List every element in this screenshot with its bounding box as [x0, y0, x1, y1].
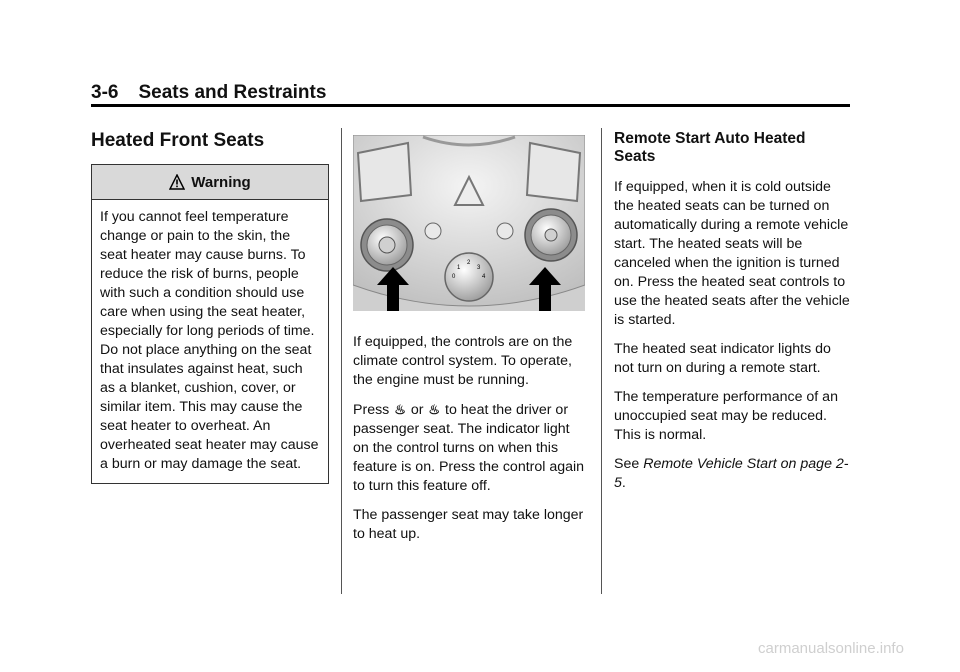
driver-heated-seat-icon: ♨ — [394, 402, 406, 417]
warning-triangle-icon — [169, 174, 185, 190]
paragraph-see-also — [614, 455, 850, 493]
press-before: Press — [353, 402, 390, 418]
section-title-header: Seats and Restraints — [138, 82, 327, 103]
watermark: carmanualsonline.info — [758, 640, 904, 657]
dial-number-3: 3 — [477, 265, 481, 271]
paragraph-remote-3: The temperature performance of an unoccupied seat may be reduced. This is normal. — [614, 389, 838, 443]
column-2 — [353, 135, 585, 554]
page-header — [91, 82, 850, 104]
passenger-heated-seat-icon: ♨ — [428, 402, 441, 417]
dial-number-4: 4 — [482, 274, 486, 280]
paragraph-passenger: The passenger seat may take longer to heat up. — [353, 507, 584, 542]
press-or: or — [410, 402, 424, 418]
column-divider-1 — [341, 128, 342, 594]
page-number: 3-6 — [91, 82, 119, 103]
warning-text: If you cannot feel temperature change or pain to the skin, the seat heater may cause burns. To reduce the risk of burns, people with such a condition should use care when using the seat heater, especially for long periods of time. Do not place anything on the seat that insulates against heat, such as a blanket, cushion, cover, or similar item. This may cause the seat heater to overheat. An overheated seat heater may cause a burn or may damage the seat. — [100, 209, 319, 472]
section-title: Heated Front Seats — [91, 130, 265, 151]
paragraph-remote-1: If equipped, when it is cold outside the heated seats can be turned on automatically during a remote vehicle start. The heated seats will be canceled when the ignition is turned on. Press the heated seat controls to use the heated seats after the vehicle is started. — [614, 179, 850, 328]
header-rule — [91, 104, 850, 107]
see-suffix: . — [621, 475, 626, 491]
climate-control-panel-illustration — [353, 135, 585, 311]
column-3 — [614, 130, 850, 503]
warning-header — [92, 165, 328, 200]
cross-reference-link[interactable]: Remote Vehicle Start on page 2-5 — [614, 456, 849, 491]
see-prefix: See — [614, 456, 640, 472]
press-after: to heat the driver or passenger seat. The indicator light on the control turns on when this feature is on. Press the control again to turn this feature off. — [353, 402, 585, 494]
paragraph-remote-2: The heated seat indicator lights do not turn on during a remote start. — [614, 341, 831, 376]
warning-label: Warning — [191, 173, 251, 191]
paragraph-press — [353, 400, 585, 496]
column-divider-2 — [601, 128, 602, 594]
header-text — [91, 82, 850, 104]
column-1 — [91, 130, 329, 484]
warning-box — [91, 164, 329, 484]
dial-number-0: 0 — [452, 274, 456, 280]
dial-number-2: 2 — [467, 260, 471, 266]
subsection-title: Remote Start Auto Heated Seats — [614, 130, 806, 165]
dial-number-1: 1 — [457, 265, 461, 271]
paragraph-controls: If equipped, the controls are on the climate control system. To operate, the engine must be running. — [353, 334, 573, 388]
